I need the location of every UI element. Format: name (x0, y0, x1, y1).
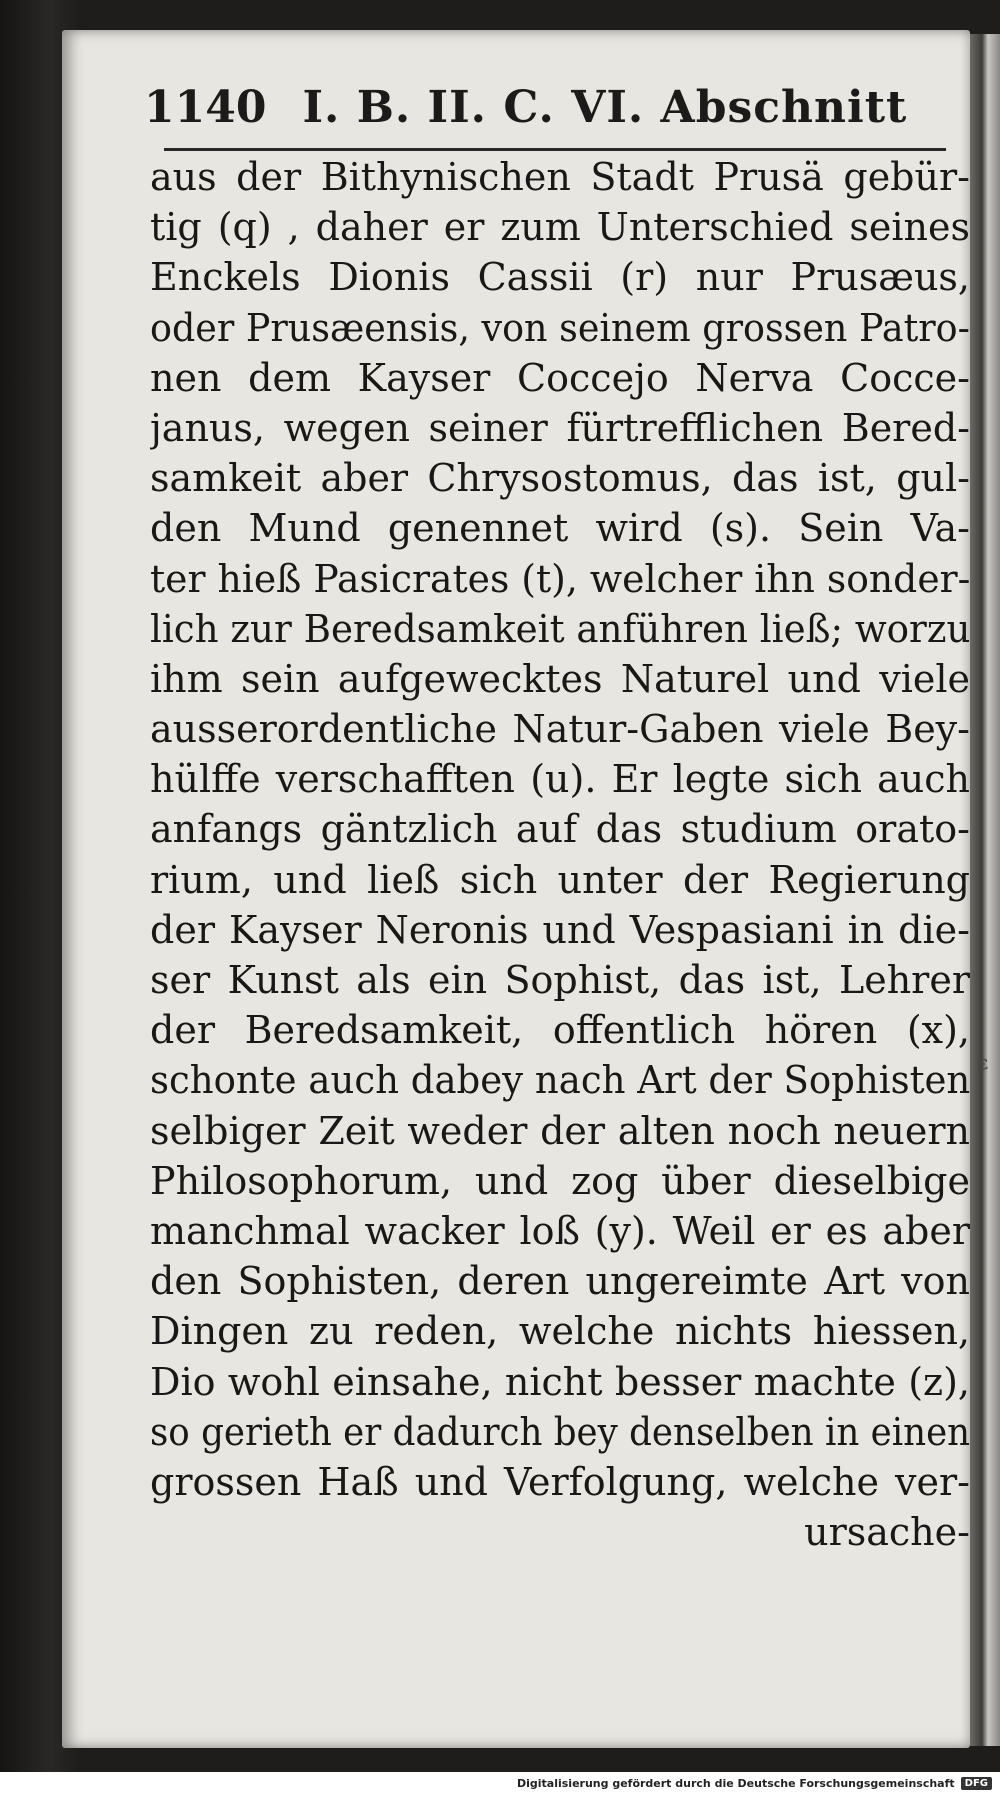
text-line: Dingen zu reden, welche nichts hiessen, (150, 1309, 970, 1354)
margin-mark: ε (978, 1050, 989, 1074)
text-line: tig (q) , daher er zum Unterschied seines (150, 205, 970, 250)
footer-credit: Digitalisierung gefördert durch die Deutsche Forschungsgemeinschaft (516, 1777, 955, 1790)
text-line: rium, und ließ sich unter der Regierung (150, 857, 970, 902)
text-line: Enckels Dionis Cassii (r) nur Prusæus, (150, 255, 970, 300)
text-line: ser Kunst als ein Sophist, das ist, Lehrer (150, 958, 970, 1002)
page-number: 1140 (144, 82, 267, 133)
text-line: den Sophisten, deren ungereimte Art von (150, 1259, 970, 1304)
text-line: ausserordentliche Natur-Gaben viele Bey- (150, 707, 970, 752)
text-line: oder Prusæensis, von seinem grossen Patro- (150, 305, 970, 350)
text-line: hülffe verschafften (u). Er legte sich auch (150, 757, 970, 802)
text-line: ihm sein aufgewecktes Naturel und viele (150, 656, 970, 701)
digitization-footer (0, 1772, 1000, 1795)
catchword: ursache- (804, 1510, 970, 1555)
text-line: lich zur Beredsamkeit anführen ließ; worzu (150, 606, 971, 651)
text-line: samkeit aber Chrysostomus, das ist, gul- (150, 456, 970, 501)
text-line: der Beredsamkeit, offentlich hören (x), (150, 1008, 970, 1053)
running-head: I. B. II. C. VI. Abschnitt (302, 82, 908, 133)
text-line: aus der Bithynischen Stadt Prusä gebür- (150, 155, 970, 199)
text-line: so gerieth er dadurch bey denselben in einen (150, 1409, 970, 1454)
text-line: Philosophorum, und zog über dieselbige (150, 1158, 970, 1203)
text-line: janus, wegen seiner fürtrefflichen Bered- (150, 405, 970, 450)
text-line: anfangs gäntzlich auf das studium orato- (150, 807, 970, 852)
page-edge (970, 34, 1000, 1746)
body-text (150, 152, 970, 1557)
text-line: manchmal wacker loß (y). Weil er es aber (150, 1208, 970, 1253)
text-line: der Kayser Neronis und Vespasiani in die- (150, 907, 970, 952)
text-line: den Mund genennet wird (s). Sein Va- (150, 506, 970, 551)
text-line: schonte auch dabey nach Art der Sophisten (150, 1058, 970, 1103)
text-line: ter hieß Pasicrates (t), welcher ihn sonder- (150, 556, 971, 601)
text-line: Dio wohl einsahe, nicht besser machte (z), (150, 1359, 970, 1404)
header-rule (164, 148, 946, 151)
text-line: grossen Haß und Verfolgung, welche ver- (150, 1459, 970, 1504)
text-line: selbiger Zeit weder der alten noch neuern (150, 1108, 970, 1153)
page-header (144, 82, 944, 146)
dfg-logo: DFG (961, 1777, 992, 1790)
text-line: nen dem Kayser Coccejo Nerva Cocce- (150, 355, 970, 400)
